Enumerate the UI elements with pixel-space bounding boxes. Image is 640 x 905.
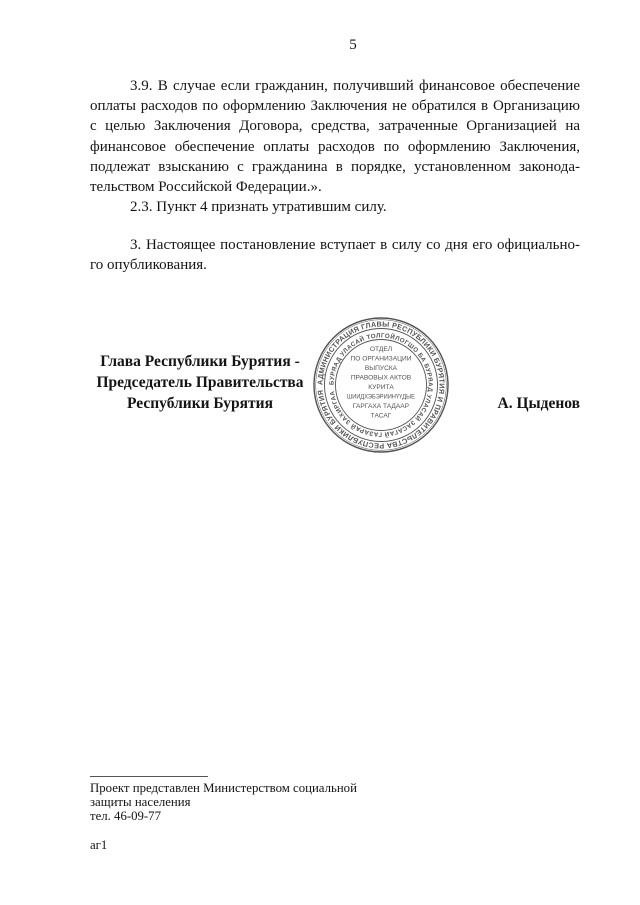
signatory-title [90,351,310,414]
seal-ink [314,318,448,452]
seal-center-line-7: ГАРГАХА ТАДААР [352,403,410,410]
paragraph-3-9-line-6: тельством Российской Федерации.». [90,178,322,195]
page-number: 5 [349,37,357,53]
seal-center-line-4: ПРАВОВЫХ АКТОВ [350,374,412,382]
document-code: аг1 [90,838,108,852]
paragraph-2-3: 2.3. Пункт 4 признать утратившим силу. [130,199,387,216]
seal-outer-ring-path: АДМИНИСТРАЦИЯ ГЛАВЫ РЕСПУБЛИКИ БУРЯТИЯ И ПРАВИТЕЛЬСТВА РЕСПУБЛИКИ БУРЯТИЯ [315,319,447,451]
paragraph-3-9-line-3: с целью Заключения Договора, средства, затраченные Организацией на [90,118,580,135]
signatory-name: А. Цыденов [497,395,580,412]
signatory-title-line-2: Председатель Правительства [96,374,304,391]
paragraph-3-9-line-1: 3.9. В случае если гражданин, получивший финансовое обеспечение [130,78,580,94]
paragraph-3-9-line-2: оплаты расходов по оформлению Заключения не обратился в Организацию [90,98,580,115]
seal-center-line-5: КУРИТА [368,384,394,391]
paragraph-3 [90,235,580,275]
seal-center-line-8: ТАСАГ [370,412,392,420]
footer-note [90,781,410,823]
seal-center-line-6: ШИИДХЭБЭРИИНҮҮДЫЕ [347,393,416,401]
paragraph-3-9-line-5: подлежат взысканию с гражданина в порядке, установленном законода- [90,158,580,175]
paragraph-3-9-line-4: финансовое обеспечение оплаты расходов по оформлению Заключения, [90,138,580,155]
seal-center-line-3: ВЫПУСКА [364,365,398,372]
body-text [90,76,580,217]
seal-inner-ring-path: БУРЯАД УЛАСАЙ ТОЛГОЙЛОГШО БА БУРЯАД УЛАСАЙ ЗАСАГАЙ ГАЗАРАЙ ЗАХИРГАА [328,332,434,438]
paragraph-3-line-2: го опубликования. [90,257,207,274]
seal-center-line-1: ОТДЕЛ [369,346,393,353]
signatory-title-line-1: Глава Республики Бурятия - [100,353,300,370]
paragraph-3-line-1: 3. Настоящее постановление вступает в силу со дня его официально- [130,237,580,253]
seal-center-line-2: ПО ОРГАНИЗАЦИИ [350,355,412,363]
footer-note-line-2: защиты населения [90,795,191,809]
footer-note-line-3: тел. 46-09-77 [90,809,161,823]
official-seal [311,315,451,455]
footnote-divider [90,776,208,777]
signatory-title-line-3: Республики Бурятия [127,395,273,412]
footer-note-line-1: Проект представлен Министерством социальной [90,781,357,795]
